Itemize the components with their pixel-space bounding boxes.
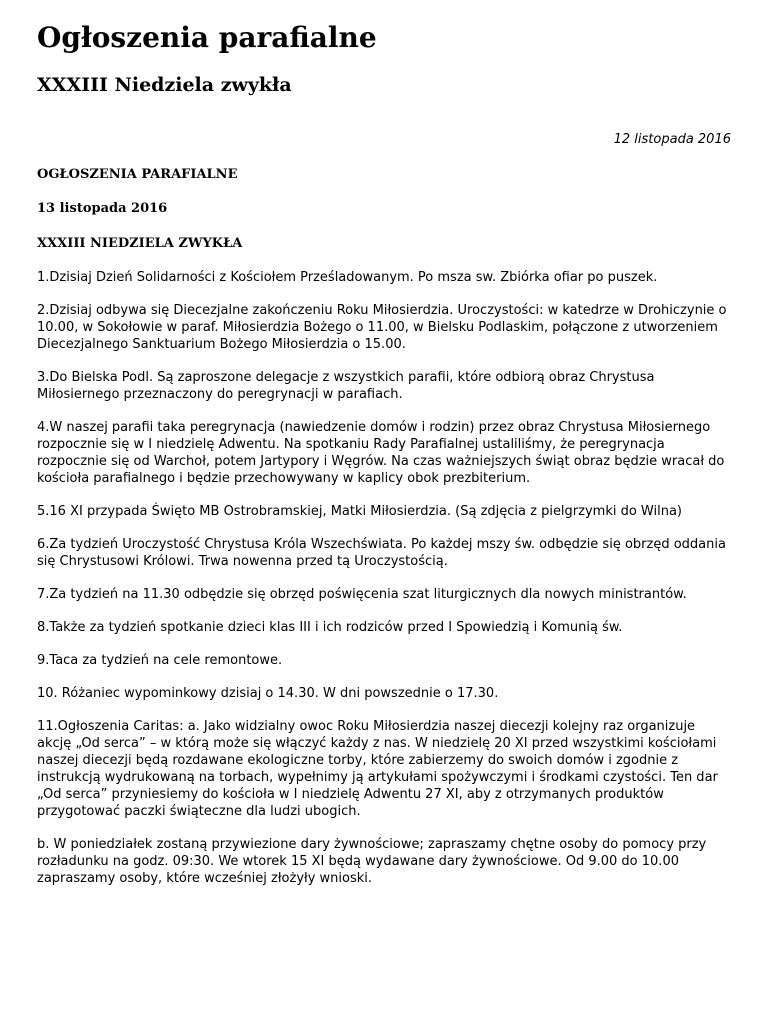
page-title: Ogłoszenia parafialne xyxy=(37,21,377,54)
document-page xyxy=(0,20,768,887)
announcement-paragraph-3: 3.Do Bielska Podl. Są zaproszone delegacje z wszystkich parafii, które odbiorą obraz Chrystusa Miłosiernego przeznaczony do peregrynacji w parafiach. xyxy=(37,370,655,403)
announcement-heading: OGŁOSZENIA PARAFIALNE xyxy=(37,166,238,182)
announcement-sunday: XXXIII NIEDZIELA ZWYKŁA xyxy=(37,235,243,251)
announcement-paragraph-11: 11.Ogłoszenia Caritas: a. Jako widzialny owoc Roku Miłosierdzia naszej diecezji kolejny raz organizuje akcję „Od serca” – w którą może się włączyć każdy z nas. W niedzielę 20 XI przed wszystkimi kościołami naszej diecezji będą rozdawane ekologiczne torby, które zabierzemy do swoich domów i zgodnie z instrukcją wydrukowaną na torbach, wypełnimy ją artykułami spożywczymi i środkami czystości. Ten dar „Od serca” przyniesiemy do kościoła w I niedzielę Adwentu 27 XI, aby z otrzymanych produktów przygotować paczki świąteczne dla ludzi ubogich. xyxy=(37,719,718,820)
announcement-date: 13 listopada 2016 xyxy=(37,201,168,217)
announcement-paragraph-7: 7.Za tydzień na 11.30 odbędzie się obrzęd poświęcenia szat liturgicznych dla nowych ministrantów. xyxy=(37,587,687,603)
announcement-paragraph-10: 10. Różaniec wypominkowy dzisiaj o 14.30. W dni powszednie o 17.30. xyxy=(37,686,499,702)
announcement-body xyxy=(37,166,731,888)
announcement-paragraph-5: 5.16 XI przypada Święto MB Ostrobramskiej, Matki Miłosierdzia. (Są zdjęcia z pielgrzymki do Wilna) xyxy=(37,504,683,520)
publication-date: 12 listopada 2016 xyxy=(613,131,731,147)
announcement-paragraph-4: 4.W naszej parafii taka peregrynacja (nawiedzenie domów i rodzin) przez obraz Chrystusa Miłosiernego rozpocznie się w I niedzielę Adwentu. Na spotkaniu Rady Parafialnej ustaliliśmy, że peregrynacja rozpocznie się od Warchoł, potem Jartypory i Węgrów. Na czas ważniejszych świąt obraz będzie wracał do kościoła parafialnego i będzie przechowywany w kaplicy obok prezbiterium. xyxy=(37,420,725,487)
page-subtitle: XXXIII Niedziela zwykła xyxy=(37,74,292,96)
announcement-paragraph-11b: b. W poniedziałek zostaną przywiezione dary żywnościowe; zapraszamy chętne osoby do pomocy przy rozładunku na godz. 09:30. We wtorek 15 XI będą wydawane dary żywnościowe. Od 9.00 do 10.00 zapraszamy osoby, które wcześniej złożyły wnioski. xyxy=(37,837,707,887)
announcement-paragraph-6: 6.Za tydzień Uroczystość Chrystusa Króla Wszechświata. Po każdej mszy św. odbędzie się obrzęd oddania się Chrystusowi Królowi. Trwa nowenna przed tą Uroczystością. xyxy=(37,537,726,570)
announcement-paragraph-9: 9.Taca za tydzień na cele remontowe. xyxy=(37,653,283,669)
announcement-paragraph-1: 1.Dzisiaj Dzień Solidarności z Kościołem Prześladowanym. Po msza sw. Zbiórka ofiar po puszek. xyxy=(37,270,658,286)
announcement-paragraph-8: 8.Także za tydzień spotkanie dzieci klas III i ich rodziców przed I Spowiedzią i Komunią św. xyxy=(37,620,623,636)
announcement-paragraph-2: 2.Dzisiaj odbywa się Diecezjalne zakończeniu Roku Miłosierdzia. Uroczystości: w katedrze w Drohiczynie o 10.00, w Sokołowie w paraf. Miłosierdzia Bożego o 11.00, w Bielsku Podlaskim, połączone z utworzeniem Diecezjalnego Sanktuarium Bożego Miłosierdzia o 15.00. xyxy=(37,303,727,353)
